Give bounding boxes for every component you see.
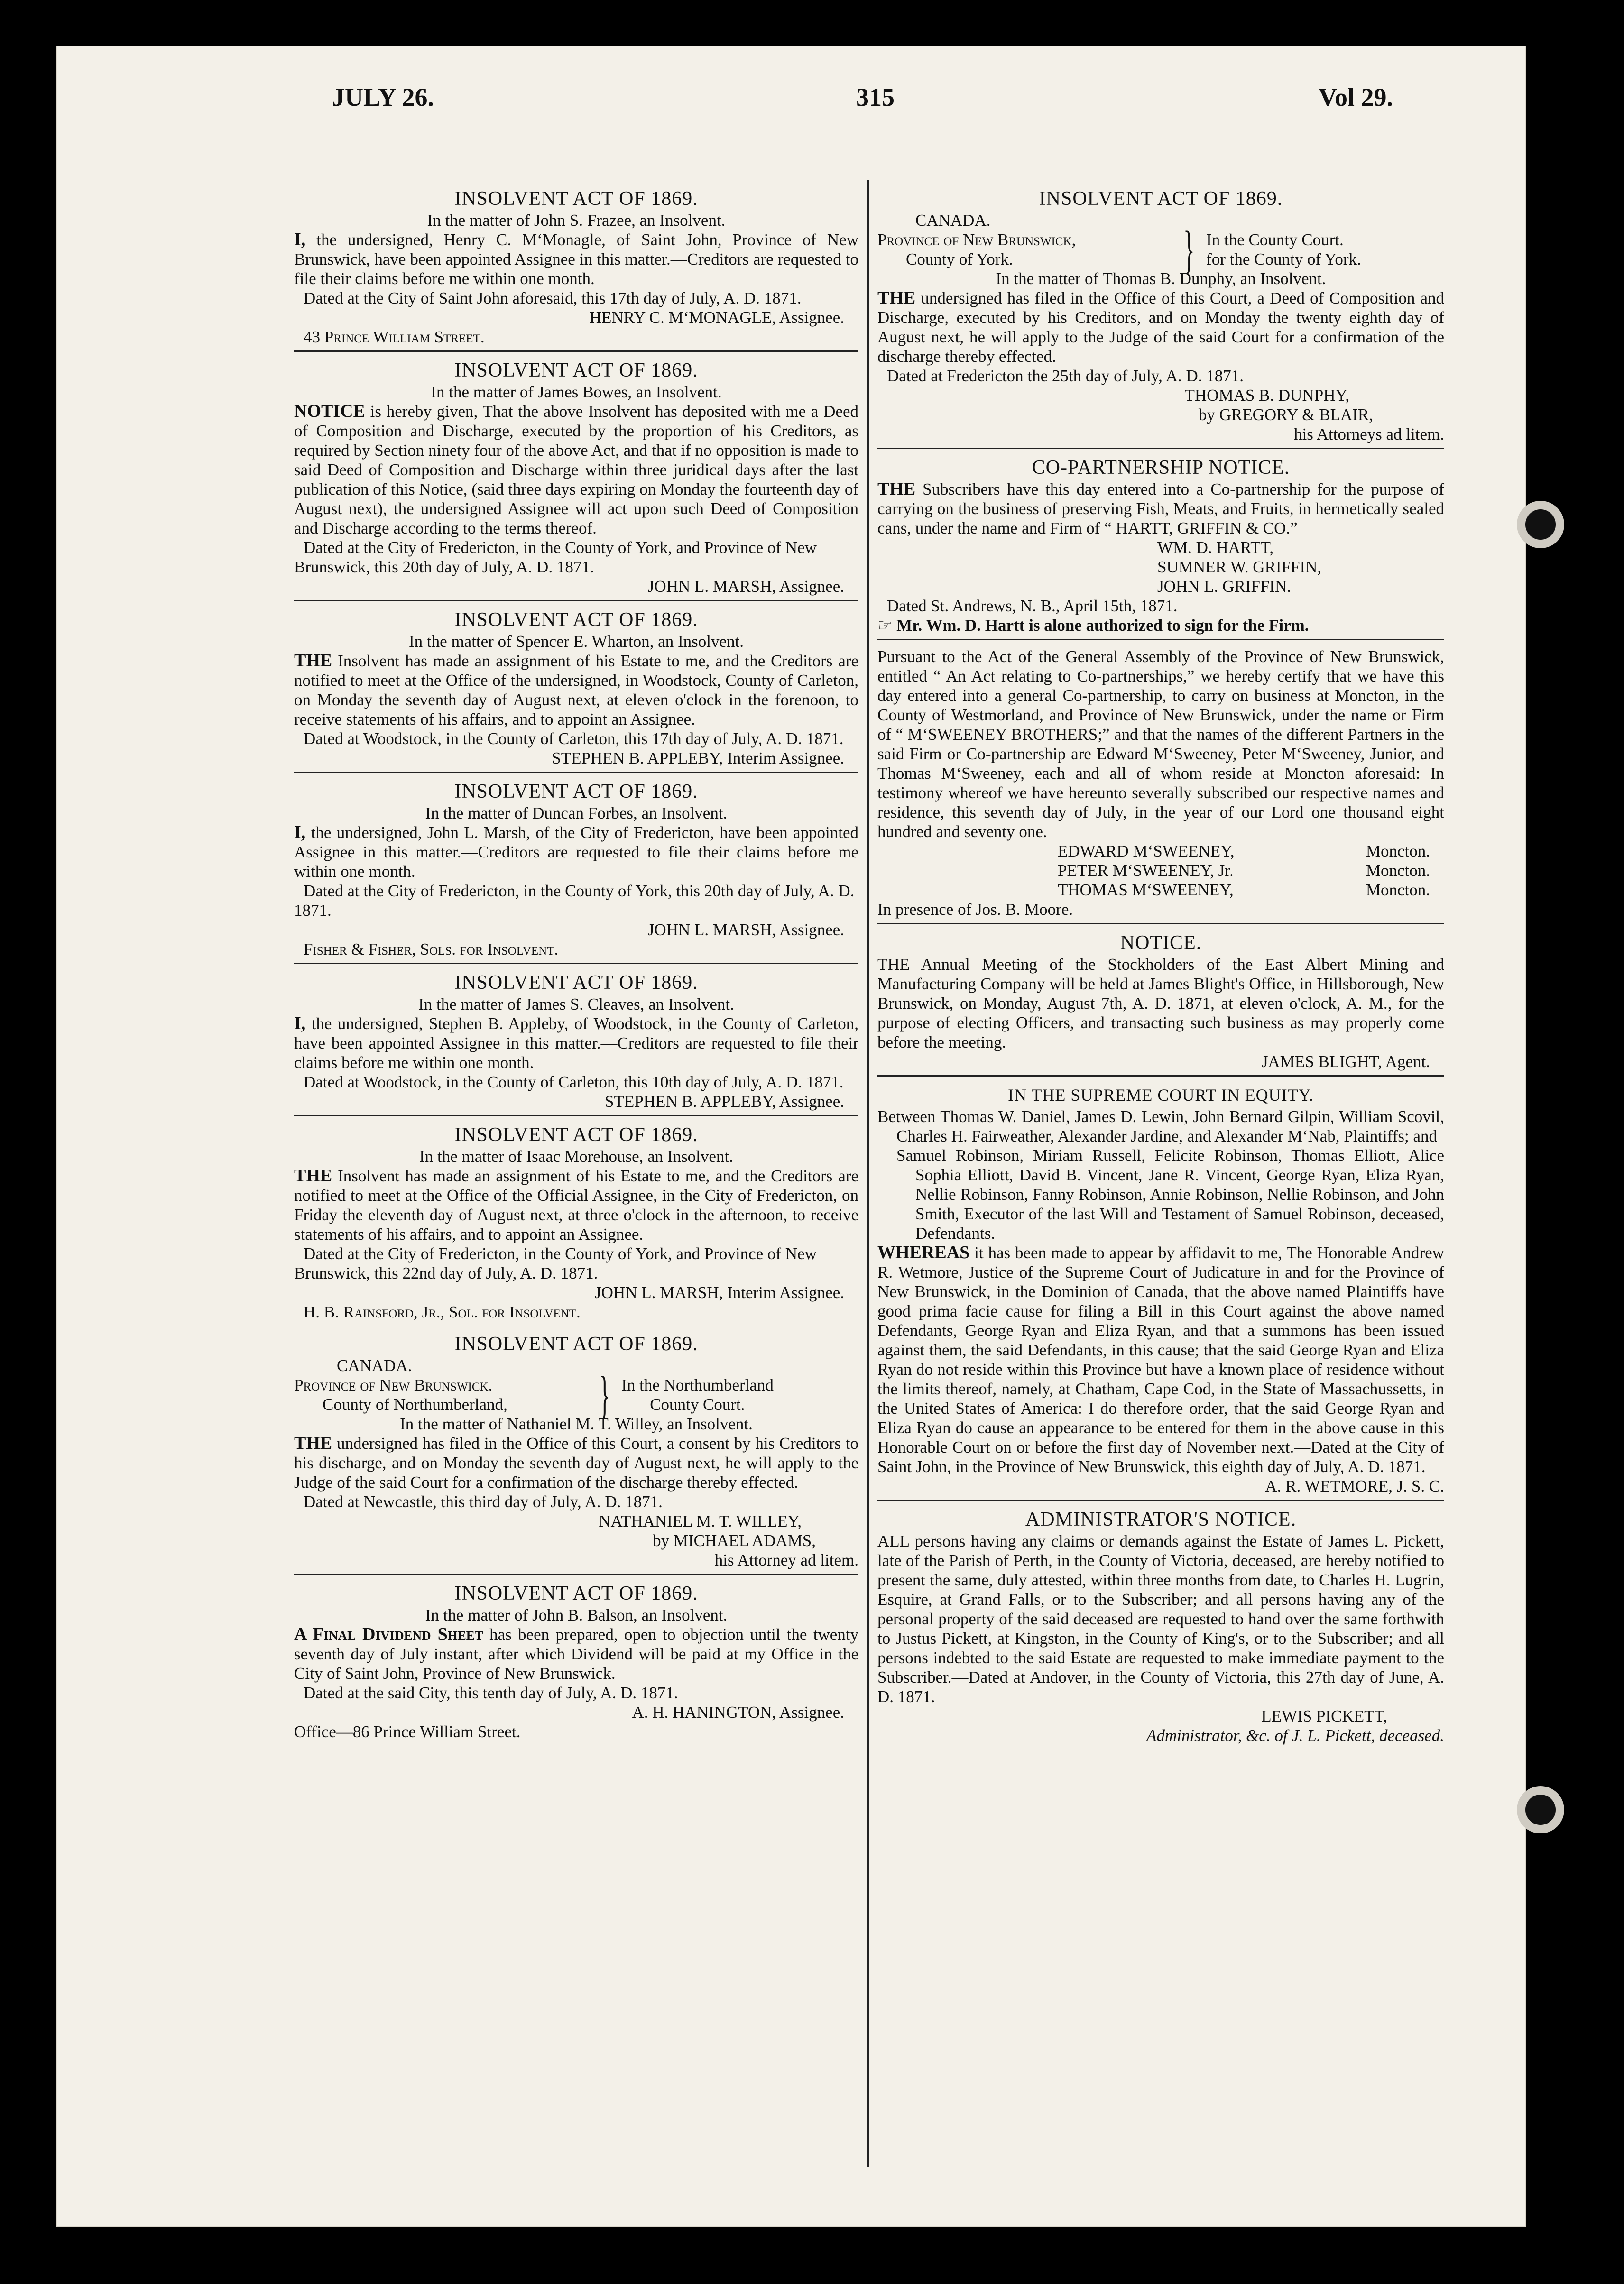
notice-dunphy: [877, 185, 1444, 449]
partner-signature-place: Moncton.: [1366, 881, 1430, 899]
notice-title: INSOLVENT ACT OF 1869.: [454, 1333, 698, 1355]
page-header: [0, 83, 1624, 120]
partner-signature-place: Moncton.: [1366, 842, 1430, 860]
signature: JAMES BLIGHT, Agent.: [1261, 1052, 1430, 1071]
notice-title: INSOLVENT ACT OF 1869.: [454, 1583, 698, 1604]
notice-title: IN THE SUPREME COURT IN EQUITY.: [1008, 1086, 1314, 1105]
signature: THOMAS B. DUNPHY,: [1184, 386, 1349, 405]
notice-subtitle: In the matter of James Bowes, an Insolvent.: [431, 383, 722, 401]
notice-subtitle: In the matter of Thomas B. Dunphy, an Insolvent.: [996, 269, 1326, 288]
signature: JOHN L. MARSH, Interim Assignee.: [595, 1283, 844, 1302]
signature-role: his Attorney ad litem.: [714, 1551, 858, 1569]
notice-copartnership: [877, 454, 1444, 640]
notice-subtitle: In the matter of James S. Cleaves, an Insolvent.: [418, 995, 734, 1013]
notice-subtitle: In the matter of Isaac Morehouse, an Insolvent.: [419, 1147, 733, 1166]
notice-extra: H. B. Rainsford, Jr., Sol. for Insolvent.: [304, 1303, 581, 1321]
notice-body: ALL persons having any claims or demands against the Estate of James L. Pickett, late of the Parish of Perth, in the County of Victoria, deceased, are hereby notified to present the same, duly attested, within three months from date, to Charles H. Lugrin, Esquire, at Grand Falls, or to the Subscriber; and all persons having any of the personal property of the said deceased are requested to hand over the same forthwith to Justus Pickett, at Kingston, in the County of King's, or to the Subscriber; and all persons indebted to the said Estate are requested to make immediate payment to the Subscriber.—Dated at Andover, in the County of Victoria, this 27th day of June, A. D. 1871.: [877, 1532, 1444, 1706]
signature-agent: by MICHAEL ADAMS,: [653, 1531, 816, 1550]
notice-body: Pursuant to the Act of the General Assembly of the Province of New Brunswick, entitled “ An Act relating to Co-partnerships,” we hereby certify that we have this day entered into a general Co-partnership, to carry on business at Moncton, in the County of Westmorland, and Province of New Brunswick, under the name or Firm of “ M‘SWEENEY BROTHERS;” and that the names of the different Partners in the said Firm or Co-partnership are Edward M‘Sweeney, Peter M‘Sweeney, Junior, and Thomas M‘Sweeney, each and all of whom reside at Moncton aforesaid: In testimony whereof we have hereunto severally subscribed our respective names and residence, this seventh day of July, in the year of our Lord one thousand eight hundred and seventy one.: [877, 647, 1444, 841]
county-label: County of York.: [906, 250, 1013, 268]
pointing-hand-icon: ☞: [877, 616, 897, 635]
court-name-2: for the County of York.: [1206, 250, 1361, 268]
partner-signature: [877, 861, 1444, 880]
notice-body: I, the undersigned, Henry C. M‘Monagle, of Saint John, Province of New Brunswick, have been appointed Assignee in this matter.—Creditors are requested to file their claims before me within one month.: [294, 230, 859, 288]
insolvent-notice: [294, 185, 858, 352]
notice-body: THE undersigned has filed in the Office of this Court, a Deed of Composition and Discharge, executed by his Creditors, and on Monday the twenty eighth day of August next, he will apply to the Judge of the said Court for a confirmation of the discharge thereby effected.: [877, 288, 1445, 366]
notice-dated: Dated at the said City, this tenth day of July, A. D. 1871.: [304, 1684, 678, 1702]
header-page-number: 315: [856, 83, 895, 111]
notice-dated: Dated at Woodstock, in the County of Carleton, this 17th day of July, A. D. 1871.: [304, 729, 844, 748]
brace: }: [1183, 221, 1195, 278]
canada-label: CANADA.: [337, 1356, 412, 1375]
notice-address: Office—86 Prince William Street.: [294, 1722, 521, 1741]
notice-body: THE Insolvent has made an assignment of his Estate to me, and the Creditors are notified to meet at the Office of the undersigned, in Woodstock, County of Carleton, on Monday the seventh day of August next, at eleven o'clock in the forenoon, to receive statements of his affairs, and to appoint an Assignee.: [294, 651, 858, 728]
insolvent-notice: [294, 1121, 858, 1326]
court-name: In the Northumberland: [621, 1376, 774, 1394]
notice-dated: Dated at the City of Fredericton, in the County of York, and Province of New Brunswick, this 20th day of July, A. D. 1871.: [294, 538, 817, 576]
insolvent-notice: [294, 357, 858, 601]
signature: JOHN L. MARSH, Assignee.: [647, 921, 844, 939]
court-name-2: County Court.: [650, 1395, 745, 1414]
signature: JOHN L. MARSH, Assignee.: [647, 577, 844, 596]
canada-label: CANADA.: [915, 211, 991, 230]
partner-signature-place: Moncton.: [1366, 861, 1430, 880]
notice-title: NOTICE.: [1120, 932, 1202, 954]
notice-subtitle: In the matter of John S. Frazee, an Insolvent.: [427, 211, 726, 230]
column-divider: [867, 180, 869, 2167]
authorization-note: ☞ Mr. Wm. D. Hartt is alone authorized to sign for the Firm.: [877, 616, 1309, 635]
signature: STEPHEN B. APPLEBY, Assignee.: [605, 1092, 844, 1111]
header-volume: Vol 29.: [1319, 83, 1393, 111]
notice-title: INSOLVENT ACT OF 1869.: [454, 359, 698, 381]
notice-body: THE Insolvent has made an assignment of his Estate to me, and the Creditors are notified to meet at the Office of the Official Assignee, in the City of Fredericton, on Friday the eleventh day of August next, at three o'clock in the afternoon, to receive statements of his affairs, and to appoint an Assignee.: [294, 1166, 858, 1243]
right-column: [877, 185, 1444, 2182]
partner-name: JOHN L. GRIFFIN.: [1157, 577, 1291, 596]
notice-body: A Final Dividend Sheet has been prepared, open to objection until the twenty seventh day of July instant, after which Dividend will be paid at my Office in the City of Saint John, Province of New Brunswick.: [294, 1624, 858, 1683]
notice-title: INSOLVENT ACT OF 1869.: [454, 609, 698, 631]
notice-equity: [877, 1081, 1444, 1501]
notice-dated: Dated at the City of Fredericton, in the County of York, and Province of New Brunswick, this 22nd day of July, A. D. 1871.: [294, 1244, 817, 1282]
notice-body: WHEREAS it has been made to appear by affidavit to me, The Honorable Andrew R. Wetmore, Justice of the Supreme Court of Judicature in and for the Province of New Brunswick, in the Dominion of Canada, that the above named Plaintiffs have good prima facie cause for filing a Bill in this Court against the above named Defendants, George Ryan and Eliza Ryan, and that a summons has been issued against them, the said Defendants, in this cause; that the said George Ryan and Eliza Ryan do not reside within this Province but have a known place of residence without the limits thereof, namely, at Chatham, Cape Cod, in the State of Massachussetts, in the United States of America: I do therefore order, that the said George Ryan and Eliza Ryan do cause an appearance to be entered for them in the above cause in this Honorable Court on or before the first day of November next.—Dated at the City of Saint John, in the Province of New Brunswick, this eighth day of July, A. D. 1871.: [877, 1243, 1445, 1476]
partner-signature-name: EDWARD M‘SWEENEY,: [1058, 842, 1235, 860]
partner-name: SUMNER W. GRIFFIN,: [1157, 558, 1322, 576]
notice-body: THE Annual Meeting of the Stockholders of the East Albert Mining and Manufacturing Company will be held at James Blight's Office, in Hillsborough, New Brunswick, on Monday, August 7th, A. D. 1871, at eleven o'clock, A. M., for the purpose of electing Officers, and transacting such business as may properly come before the meeting.: [877, 955, 1444, 1051]
partner-signature-name: THOMAS M‘SWEENEY,: [1058, 881, 1234, 899]
notice-willey: [294, 1330, 858, 1575]
notice-body: THE Subscribers have this day entered into a Co-partnership for the purpose of carrying on the business of preserving Fish, Meats, and Fruits, in hermetically sealed cans, under the name and Firm of “ HARTT, GRIFFIN & CO.”: [877, 479, 1445, 537]
signature-role: his Attorneys ad litem.: [1294, 425, 1444, 443]
notice-title: ADMINISTRATOR'S NOTICE.: [1025, 1509, 1297, 1530]
brace: }: [599, 1366, 610, 1424]
partner-names: [877, 538, 1444, 596]
notice-dated: Dated at Fredericton the 25th day of July, A. D. 1871.: [887, 367, 1244, 385]
notice-body: I, the undersigned, John L. Marsh, of the City of Fredericton, have been appointed Assignee in this matter.—Creditors are requested to file their claims before me within one month.: [294, 822, 859, 881]
notice-title: INSOLVENT ACT OF 1869.: [1039, 188, 1283, 210]
notice-dated: Dated at the City of Fredericton, in the County of York, this 20th day of July, A. D. 1871.: [294, 882, 855, 920]
signature: A. R. WETMORE, J. S. C.: [1265, 1477, 1444, 1495]
notice-title: INSOLVENT ACT OF 1869.: [454, 781, 698, 802]
insolvent-notice: [294, 606, 858, 773]
signature: HENRY C. M‘MONAGLE, Assignee.: [589, 308, 844, 327]
signature: LEWIS PICKETT,: [1261, 1707, 1387, 1725]
notice-body: NOTICE is hereby given, That the above Insolvent has deposited with me a Deed of Composition and Discharge, executed by the proportion of his Creditors, as required by Section ninety four of the above Act, and that if no opposition is made to said Deed of Composition and Discharge within three juridical days after the last publication of this Notice, (said three days expiring on Monday the fourteenth day of August next), the undersigned Assignee will act upon such Deed of Composition and Discharge according to the terms thereof.: [294, 401, 858, 537]
notice-balson: [294, 1580, 858, 1745]
notice-subtitle: In the matter of John B. Balson, an Insolvent.: [425, 1606, 728, 1624]
notice-extra: 43 Prince William Street.: [304, 328, 485, 346]
punch-hole: [1517, 1786, 1564, 1833]
notice-title: INSOLVENT ACT OF 1869.: [454, 972, 698, 994]
notice-title: INSOLVENT ACT OF 1869.: [454, 1124, 698, 1146]
notice-body: THE undersigned has filed in the Office of this Court, a consent by his Creditors to his discharge, and on Monday the seventh day of August next, he will apply to the Judge of the said Court for a confirmation of the discharge thereby effected.: [294, 1433, 858, 1492]
punch-hole: [1517, 501, 1564, 548]
notice-administrator: [877, 1506, 1444, 1749]
notice-body: I, the undersigned, Stephen B. Appleby, of Woodstock, in the County of Carleton, have been appointed Assignee in this matter.—Creditors are requested to file their claims before me within one month.: [294, 1013, 859, 1072]
signature: NATHANIEL M. T. WILLEY,: [599, 1512, 802, 1530]
notice-dated: Dated at the City of Saint John aforesaid, this 17th day of July, A. D. 1871.: [304, 289, 802, 307]
notice-subtitle: In the matter of Duncan Forbes, an Insolvent.: [425, 804, 728, 822]
signature: STEPHEN B. APPLEBY, Interim Assignee.: [552, 749, 844, 767]
province-label: Province of New Brunswick.: [294, 1376, 493, 1394]
signature-role: Administrator, &c. of J. L. Pickett, deceased.: [1146, 1726, 1444, 1745]
plaintiffs: Between Thomas W. Daniel, James D. Lewin, John Bernard Gilpin, William Scovil, Charles H. Fairweather, Alexander Jardine, and Alexander M‘Nab, Plaintiffs; and: [877, 1107, 1444, 1145]
header-date: JULY 26.: [332, 83, 434, 111]
notice-title: CO-PARTNERSHIP NOTICE.: [1032, 457, 1290, 479]
insolvent-notice: [294, 778, 858, 964]
left-column: [294, 185, 858, 2182]
court-name: In the County Court.: [1206, 230, 1344, 249]
province-label: Province of New Brunswick,: [877, 230, 1076, 249]
partner-signature-name: PETER M‘SWEENEY, Jr.: [1058, 861, 1234, 880]
notice-dated: Dated at Woodstock, in the County of Carleton, this 10th day of July, A. D. 1871.: [304, 1073, 844, 1091]
notice-subtitle: In the matter of Spencer E. Wharton, an Insolvent.: [409, 632, 744, 651]
signature: A. H. HANINGTON, Assignee.: [632, 1703, 844, 1722]
notice-subtitle: In the matter of Nathaniel M. T. Willey, an Insolvent.: [400, 1415, 753, 1433]
notice-mcsweeney: [877, 645, 1444, 924]
partner-signature: [877, 841, 1444, 861]
notice-dated: Dated St. Andrews, N. B., April 15th, 1871.: [887, 597, 1178, 615]
notice-extra: Fisher & Fisher, Sols. for Insolvent.: [304, 940, 559, 958]
court-block: [877, 221, 1444, 278]
signature-agent: by GREGORY & BLAIR,: [1198, 405, 1373, 424]
partner-name: WM. D. HARTT,: [1157, 538, 1274, 557]
witness-line: In presence of Jos. B. Moore.: [877, 900, 1073, 919]
notice-meeting: [877, 929, 1444, 1077]
notice-dated: Dated at Newcastle, this third day of July, A. D. 1871.: [304, 1492, 663, 1511]
partner-signature: [877, 880, 1444, 900]
county-label: County of Northumberland,: [323, 1395, 508, 1414]
insolvent-notice: [294, 969, 858, 1116]
defendants: Samuel Robinson, Miriam Russell, Felicite Robinson, Thomas Elliott, Alice Sophia Elliott, David B. Vincent, Jane R. Vincent, George Ryan, Eliza Ryan, Nellie Robinson, Fanny Robinson, Annie Robinson, Nellie Robinson, and John Smith, Executor of the last Will and Testament of Samuel Robinson, deceased, Defendants.: [896, 1146, 1444, 1243]
partner-signatures: [877, 841, 1444, 900]
notice-title: INSOLVENT ACT OF 1869.: [454, 188, 698, 210]
